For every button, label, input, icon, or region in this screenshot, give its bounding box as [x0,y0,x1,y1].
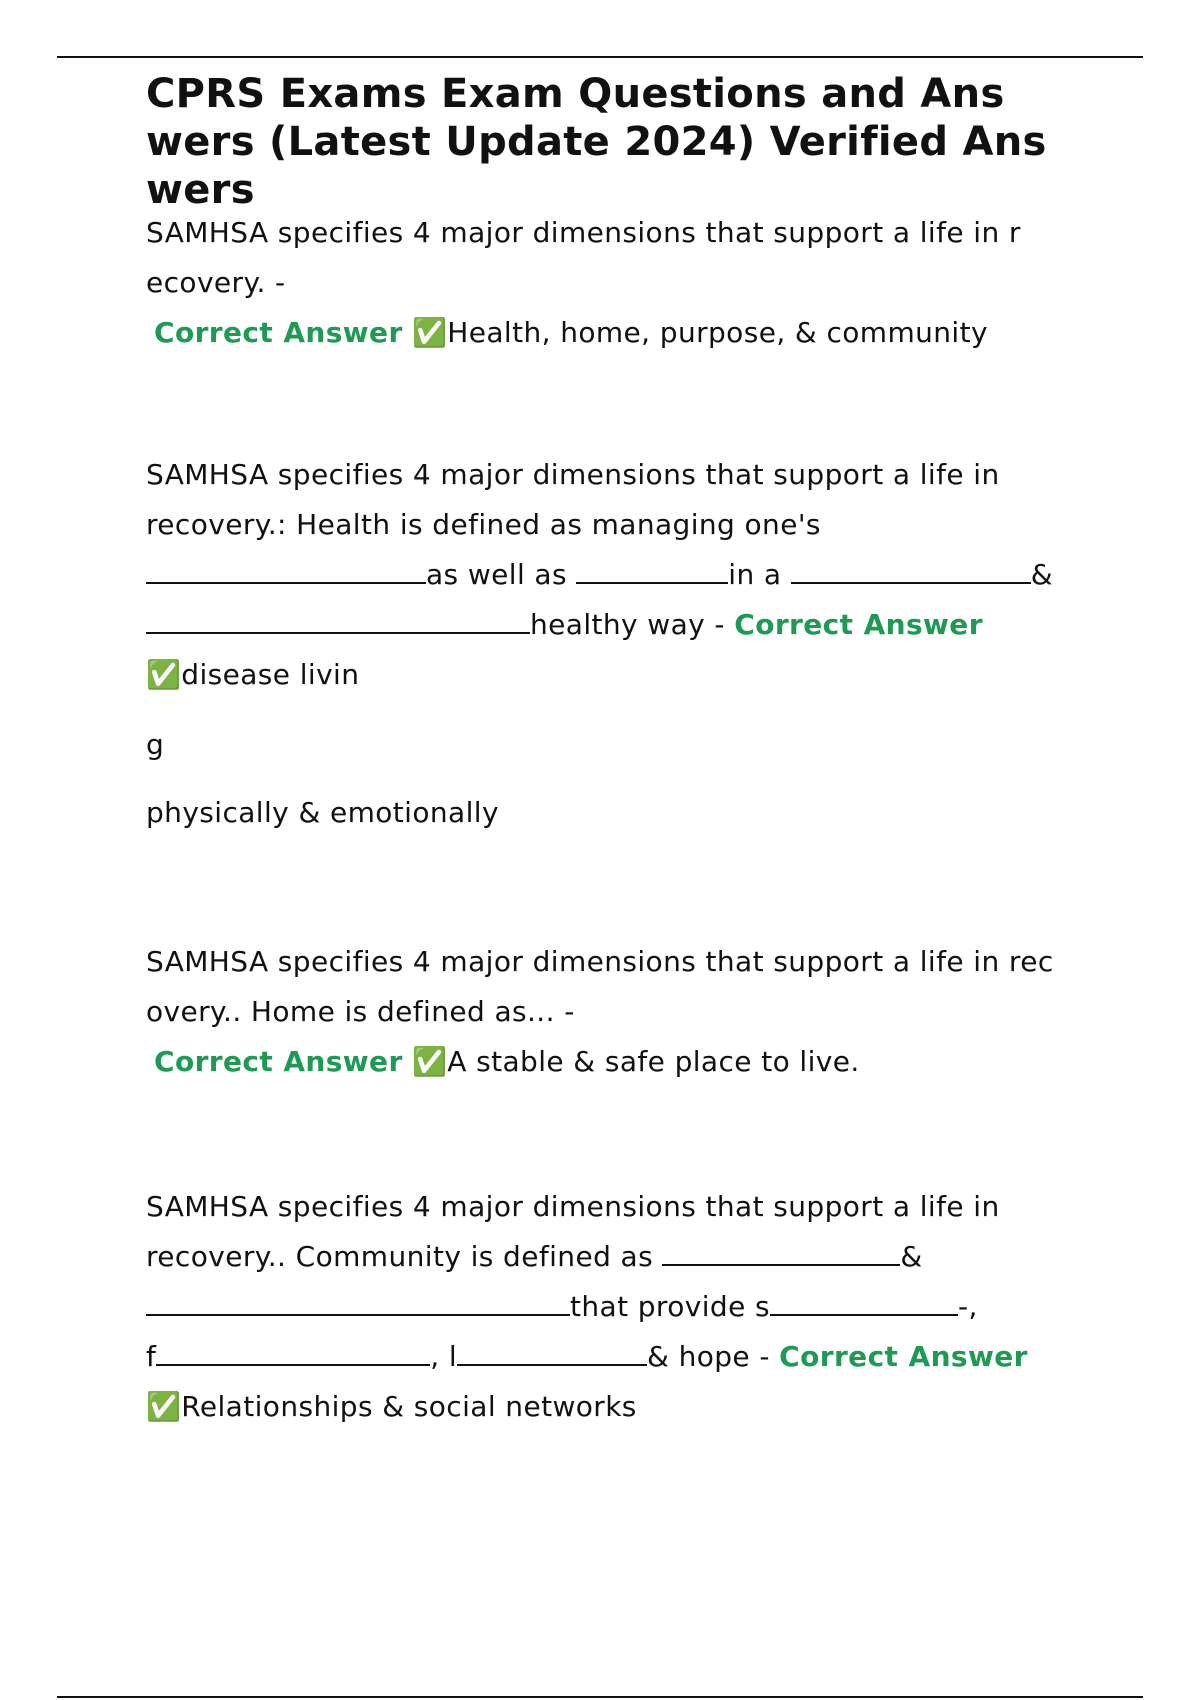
blank-line [662,1234,900,1266]
top-rule [57,56,1143,58]
correct-answer-label: Correct Answer [779,1340,1028,1373]
check-mark-icon: ✅ [411,316,448,349]
question-2-answer-cont: g [146,728,165,761]
bottom-rule [57,1696,1143,1698]
document-body [146,70,1086,1423]
title-line-2: wers (Latest Update 2024) Verified Ans [146,119,1047,165]
blank-line [770,1284,958,1316]
question-1-answer: Correct Answer ✅Health, home, purpose, & community [154,316,988,349]
blank-line [457,1334,647,1366]
question-3-text: SAMHSA specifies 4 major dimensions that support a life in rec overy.. Home is defined as... - [146,945,1054,1028]
blank-line [576,552,728,584]
question-2-answer-cont: physically & emotionally [146,796,499,829]
check-mark-icon: ✅ [411,1045,448,1078]
blank-line [791,552,1031,584]
blank-line [156,1334,430,1366]
question-1-text: SAMHSA specifies 4 major dimensions that support a life in r ecovery. - [146,216,1021,299]
question-1 [146,208,1106,358]
correct-answer-label: Correct Answer [154,1045,403,1078]
check-mark-icon: ✅ [146,658,182,691]
question-2-answer: ✅disease livin [146,658,360,691]
question-4 [146,1182,1106,1432]
question-4-answer: ✅Relationships & social networks [146,1390,637,1423]
question-3-answer: Correct Answer ✅A stable & safe place to live. [154,1045,860,1078]
title-line-1: CPRS Exams Exam Questions and Ans [146,71,1005,117]
title-line-3: wers [146,167,255,213]
question-2 [146,450,1106,838]
correct-answer-label: Correct Answer [734,608,983,641]
question-2-text: SAMHSA specifies 4 major dimensions that support a life in recovery.: Health is defined as managing one's as well as in a & healthy way - Correct Answer [146,458,1053,641]
question-4-text: SAMHSA specifies 4 major dimensions that support a life in recovery.. Community is defined as & that provide s -, f , l & hope - Correct Answer [146,1190,1028,1373]
question-3 [146,937,1106,1087]
blank-line [146,552,426,584]
blank-line [146,602,530,634]
correct-answer-label: Correct Answer [154,316,403,349]
blank-line [146,1284,570,1316]
check-mark-icon: ✅ [146,1390,182,1423]
document-title [146,70,1086,214]
